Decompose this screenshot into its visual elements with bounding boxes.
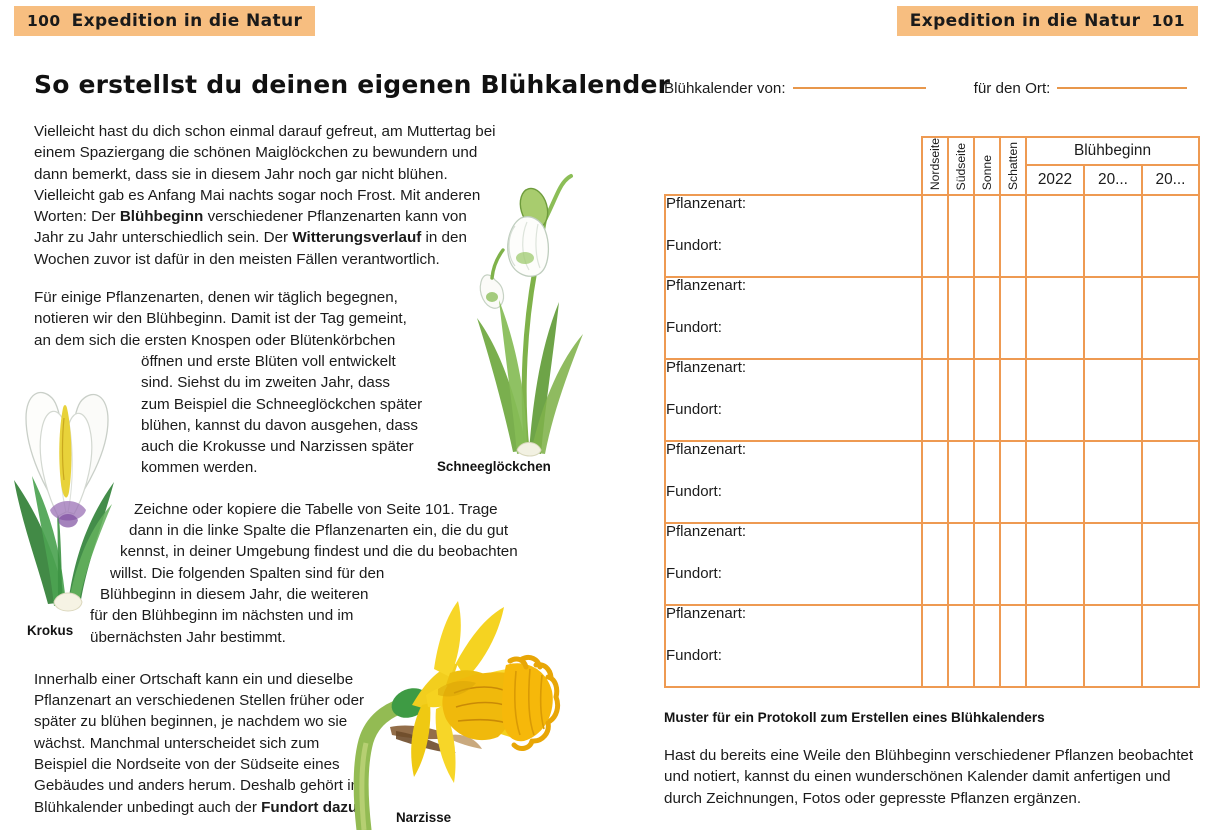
paragraph-3-line: willst. Die folgenden Spalten sind für den <box>110 564 385 582</box>
paragraph-1-part-a: Vielleicht hast du dich schon einmal darauf gefreut, am Muttertag bei einem Spaziergang die schönen Maiglöckchen zu bewundern und dann bemerkt, dass sie in diesem Jahr noch gar nicht blühen. Vielleicht gab es Anfang Mai nachts sogar noch Frost. Mit anderen Worten: Der <box>34 123 496 226</box>
label-fundort: Fundort: <box>666 319 722 337</box>
cell-year-2[interactable] <box>1084 441 1142 523</box>
cell-year-1[interactable] <box>1026 277 1084 359</box>
label-fuer-den-ort: für den Ort: <box>973 80 1051 97</box>
cell-suedseite[interactable] <box>948 605 974 687</box>
cell-sonne[interactable] <box>974 441 1000 523</box>
cell-schatten[interactable] <box>1000 523 1026 605</box>
table-row <box>665 359 1199 441</box>
paragraph-2-line: Für einige Pflanzenarten, denen wir täglich begegnen, <box>34 289 398 307</box>
cell-year-2[interactable] <box>1084 195 1142 277</box>
paragraph-1-bold-witterungsverlauf: Witterungsverlauf <box>292 229 422 247</box>
paragraph-3-line: übernächsten Jahr bestimmt. <box>90 628 286 646</box>
cell-entry-labels[interactable] <box>665 277 922 359</box>
label-fundort: Fundort: <box>666 401 722 419</box>
cell-schatten[interactable] <box>1000 441 1026 523</box>
label-bluehkalender-von: Blühkalender von: <box>664 80 786 97</box>
cell-year-1[interactable] <box>1026 359 1084 441</box>
cell-year-3[interactable] <box>1142 277 1199 359</box>
cell-year-3[interactable] <box>1142 441 1199 523</box>
table-row <box>665 195 1199 277</box>
header-schatten <box>1000 137 1026 195</box>
cell-suedseite[interactable] <box>948 195 974 277</box>
folio-right: 101 <box>1151 12 1185 30</box>
protokoll-table <box>664 136 1200 688</box>
paragraph-2-line: blühen, kannst du davon ausgehen, dass <box>141 416 418 434</box>
paragraph-1-part-b: verschiedener Pflanzenarten kann von Jahr zu Jahr unterschiedlich sein. Der <box>34 208 467 247</box>
cell-year-2[interactable] <box>1084 277 1142 359</box>
cell-sonne[interactable] <box>974 605 1000 687</box>
table-row <box>665 605 1199 687</box>
cell-schatten[interactable] <box>1000 605 1026 687</box>
cell-nordseite[interactable] <box>922 359 948 441</box>
paragraph-4 <box>34 669 369 818</box>
schneegloeckchen-illustration <box>455 150 590 465</box>
table-header-row-1 <box>665 137 1199 165</box>
label-pflanzenart: Pflanzenart: <box>666 523 747 541</box>
cell-entry-labels[interactable] <box>665 195 922 277</box>
label-fundort: Fundort: <box>666 647 722 665</box>
cell-sonne[interactable] <box>974 277 1000 359</box>
cell-schatten[interactable] <box>1000 359 1026 441</box>
caption-narzisse: Narzisse <box>396 810 452 825</box>
cell-year-1[interactable] <box>1026 195 1084 277</box>
paragraph-2-line: öffnen und erste Blüten voll entwickelt <box>141 352 396 370</box>
paragraph-2-line: notieren wir den Blühbeginn. Damit ist der Tag gemeint, <box>34 310 407 328</box>
running-head-left-title: Expedition in die Natur <box>71 11 303 31</box>
cell-suedseite[interactable] <box>948 441 974 523</box>
header-year-blank-1: 20... <box>1084 165 1142 195</box>
label-fundort: Fundort: <box>666 565 722 583</box>
running-head-right-title: Expedition in die Natur <box>909 11 1141 31</box>
table-body <box>665 195 1199 687</box>
paragraph-1-bold-bluehbeginn: Blühbeginn <box>119 208 204 226</box>
header-year-2022: 2022 <box>1026 165 1084 195</box>
running-head-left <box>14 6 315 36</box>
caption-krokus: Krokus <box>27 623 74 638</box>
caption-schneegloeckchen: Schneeglöckchen <box>437 459 551 474</box>
cell-sonne[interactable] <box>974 523 1000 605</box>
paragraph-4-bold-fundort: Fundort dazu <box>261 798 358 816</box>
cell-entry-labels[interactable] <box>665 441 922 523</box>
cell-nordseite[interactable] <box>922 277 948 359</box>
table-row <box>665 277 1199 359</box>
cell-year-1[interactable] <box>1026 441 1084 523</box>
folio-left: 100 <box>27 12 61 30</box>
cell-suedseite[interactable] <box>948 277 974 359</box>
narzisse-illustration <box>330 545 565 830</box>
label-pflanzenart: Pflanzenart: <box>666 195 747 213</box>
header-sonne-label: Sonne <box>979 154 994 191</box>
cell-year-2[interactable] <box>1084 523 1142 605</box>
header-schatten-label: Schatten <box>1005 142 1020 191</box>
closing-paragraph: Hast du bereits eine Weile den Blühbeginn verschiedener Pflanzen beobachtet und notiert, kannst du einen wunderschönen Kalender damit anfertigen und durch Zeichnungen, Fotos oder gepresste Pflanzen ergänzen. <box>664 747 1194 807</box>
paragraph-2-line: auch die Krokusse und Narzissen später <box>141 438 414 456</box>
cell-year-3[interactable] <box>1142 523 1199 605</box>
cell-year-2[interactable] <box>1084 359 1142 441</box>
cell-year-1[interactable] <box>1026 605 1084 687</box>
header-corner-blank <box>665 137 922 165</box>
cell-sonne[interactable] <box>974 359 1000 441</box>
header-nordseite <box>922 137 948 195</box>
cell-entry-labels[interactable] <box>665 359 922 441</box>
cell-year-3[interactable] <box>1142 195 1199 277</box>
page-title: So erstellst du deinen eigenen Blühkalender <box>34 70 671 99</box>
cell-year-2[interactable] <box>1084 605 1142 687</box>
table-caption: Muster für ein Protokoll zum Erstellen eines Blühkalenders <box>664 710 1045 725</box>
krokus-illustration <box>0 352 138 622</box>
paragraph-4-part-b: . <box>357 798 362 816</box>
protokoll-table-wrapper <box>664 136 1200 688</box>
paragraph-2-line: sind. Siehst du im zweiten Jahr, dass <box>141 374 391 392</box>
cell-year-1[interactable] <box>1026 523 1084 605</box>
cell-nordseite[interactable] <box>922 605 948 687</box>
input-line-place[interactable] <box>1057 87 1187 89</box>
paragraph-2-line: zum Beispiel die Schneeglöckchen später <box>141 395 423 413</box>
table-head <box>665 137 1199 195</box>
header-suedseite-label: Südseite <box>953 142 968 191</box>
cell-suedseite[interactable] <box>948 523 974 605</box>
paragraph-2-line: an dem sich die ersten Knospen oder Blütenkörbchen <box>34 331 396 349</box>
cell-nordseite[interactable] <box>922 441 948 523</box>
right-page-column <box>664 80 1198 106</box>
paragraph-3-line: kennst, in deiner Umgebung findest und die du beobachten <box>120 543 518 561</box>
label-pflanzenart: Pflanzenart: <box>666 277 747 295</box>
paragraph-1 <box>34 121 496 270</box>
paragraph-4-part-a: Innerhalb einer Ortschaft kann ein und dieselbe Pflanzenart an verschiedenen Stellen früher oder später zu blühen beginnen, je nachdem wo sie wächst. Manchmal unterscheidet sich zum Beispiel die Nordseite von der Südseite eines Gebäudes und anders herum. Deshalb gehört im Blühkalender unbedingt auch der <box>34 670 365 816</box>
table-row <box>665 523 1199 605</box>
cell-suedseite[interactable] <box>948 359 974 441</box>
cell-nordseite[interactable] <box>922 523 948 605</box>
table-row <box>665 441 1199 523</box>
header-corner-blank-2 <box>665 165 922 195</box>
header-year-blank-2: 20... <box>1142 165 1199 195</box>
cell-schatten[interactable] <box>1000 195 1026 277</box>
cell-nordseite[interactable] <box>922 195 948 277</box>
label-fundort: Fundort: <box>666 483 722 501</box>
cell-year-3[interactable] <box>1142 359 1199 441</box>
fill-in-row <box>664 80 1198 106</box>
header-sonne <box>974 137 1000 195</box>
cell-entry-labels[interactable] <box>665 523 922 605</box>
header-suedseite <box>948 137 974 195</box>
paragraph-3-line: Zeichne oder kopiere die Tabelle von Seite 101. Trage <box>134 500 498 518</box>
label-fundort: Fundort: <box>666 237 722 255</box>
running-head-right <box>897 6 1198 36</box>
cell-entry-labels[interactable] <box>665 605 922 687</box>
label-pflanzenart: Pflanzenart: <box>666 441 747 459</box>
cell-sonne[interactable] <box>974 195 1000 277</box>
paragraph-3-line: für den Blühbeginn im nächsten und im <box>90 607 354 625</box>
cell-schatten[interactable] <box>1000 277 1026 359</box>
label-pflanzenart: Pflanzenart: <box>666 359 747 377</box>
label-pflanzenart: Pflanzenart: <box>666 605 747 623</box>
header-bluehbeginn: Blühbeginn <box>1026 137 1199 165</box>
paragraph-2-line: kommen werden. <box>141 459 258 477</box>
paragraph-1-part-c: in den Wochen zuvor ist dafür in den meisten Fällen verantwortlich. <box>34 229 467 268</box>
input-line-owner[interactable] <box>793 87 926 89</box>
paragraph-3-line: dann in die linke Spalte die Pflanzenarten ein, die du gut <box>129 522 509 540</box>
paragraph-3-line: Blühbeginn in diesem Jahr, die weiteren <box>100 585 369 603</box>
cell-year-3[interactable] <box>1142 605 1199 687</box>
header-nordseite-label: Nordseite <box>927 138 942 191</box>
